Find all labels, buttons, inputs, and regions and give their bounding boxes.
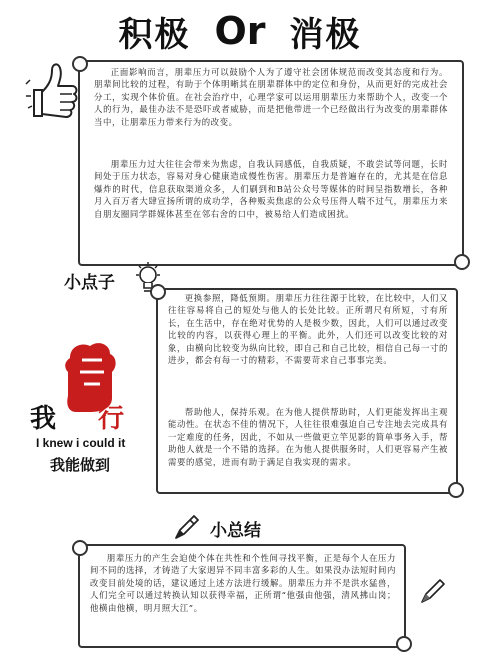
- summary-panel-curl-top: [72, 540, 88, 556]
- page-title: [0, 6, 480, 56]
- intro-panel-curl-top: [72, 56, 88, 72]
- brand-word-left: 我: [30, 404, 57, 434]
- summary-label: 小总结: [210, 521, 261, 541]
- pencil-icon: [418, 576, 448, 606]
- tips-label: 小点子: [64, 273, 115, 293]
- brand-word-right: 行: [98, 404, 125, 434]
- brand-chinese-slogan: 我能做到: [50, 456, 111, 474]
- tips-paragraph-2: 帮助他人，保持乐观。在为他人提供帮助时，人们更能发挥出主观能动性。在状态不佳的情况下，人往往很难强迫自己专注地去完成具有一定难度的任务，因此，不如从一些做更立竿见影的简单事务入手，帮助他人就是一个不错的选择。在为他人提供服务时，人们更容易产生被需要的感觉，进而有助于满足自我实现的需求。: [168, 407, 448, 467]
- title-or-word: Or: [214, 9, 266, 53]
- intro-paragraph-1: 正面影响而言，朋辈压力可以鼓励个人为了遵守社会团体规范而改变其态度和行为。朋辈间比较的过程，有助于个体明晰其在朋辈群体中的定位和身份，从而更好的完成社会分工，实现个体价值。在社会治疗中，心理学家可以运用朋辈压力来帮助个人，改变一个人的行为，最佳办法不是恐吓或者威胁，而是把他带进一个已经做出行为改变的朋辈群体当中，让朋辈压力带来行为的改变。: [94, 67, 448, 127]
- intro-panel-curl-bottom: [454, 254, 470, 270]
- title-right-word: 消极: [289, 14, 362, 55]
- brand-english-slogan: I knew i could it: [36, 436, 126, 450]
- intro-paragraph-2: 朋辈压力过大往往会带来为焦虑，自我认同感低，自我质疑，不敢尝试等问题，长时间处于压力状态，容易对身心健康造成慢性伤害。朋辈压力是普遍存在的，尤其是在信息爆炸的时代，信息获取渠道众多，人们刷到和B站公众号等媒体的时间呈指数增长，各种月入百万者大肆宣扬所谓的成功学，各种贩卖焦虑的公众号压得人喘不过气，朋辈压力来自朋友圈同学群媒体甚至在邻右舍的口中，被易给人们造成困扰。: [94, 159, 448, 219]
- summary-paragraph: 朋辈压力的产生会迫使个体在共性和个性间寻找平衡，正是每个人在压力间不同的选择，才铸造了大家迥异不同丰富多彩的人生。如果没办法短时间内改变目前处境的话，建议通过上述方法进行缓解。朋辈压力并不是洪水猛兽，人们完全可以通过转换认知以获得幸福，正所谓“他强由他强，清风拂山岗；他横由他横，明月照大江”。: [90, 553, 396, 613]
- tips-panel-curl-bottom: [448, 482, 464, 498]
- pen-icon: [172, 512, 202, 542]
- tips-paragraph-1: 更换参照，降低预期。朋辈压力往往源于比较，在比较中，人们又往往容易将自己的短处与他人的长处比较。正所谓尺有所短，寸有所长，在生活中，存在绝对优势的人是极少数，因此，人们可以通过改变比较的内容，以获得心理上的平衡。此外，人们还可以改变比较的对象，由横向比较变为纵向比较，即自己和自己比较，相信自己每一寸的进步，都会有每一寸的精彩，不需要苛求自己事事完美。: [168, 293, 448, 366]
- summary-panel-curl-bottom: [396, 636, 412, 652]
- tips-panel-curl-top: [150, 284, 166, 300]
- title-left-word: 积极: [118, 14, 191, 55]
